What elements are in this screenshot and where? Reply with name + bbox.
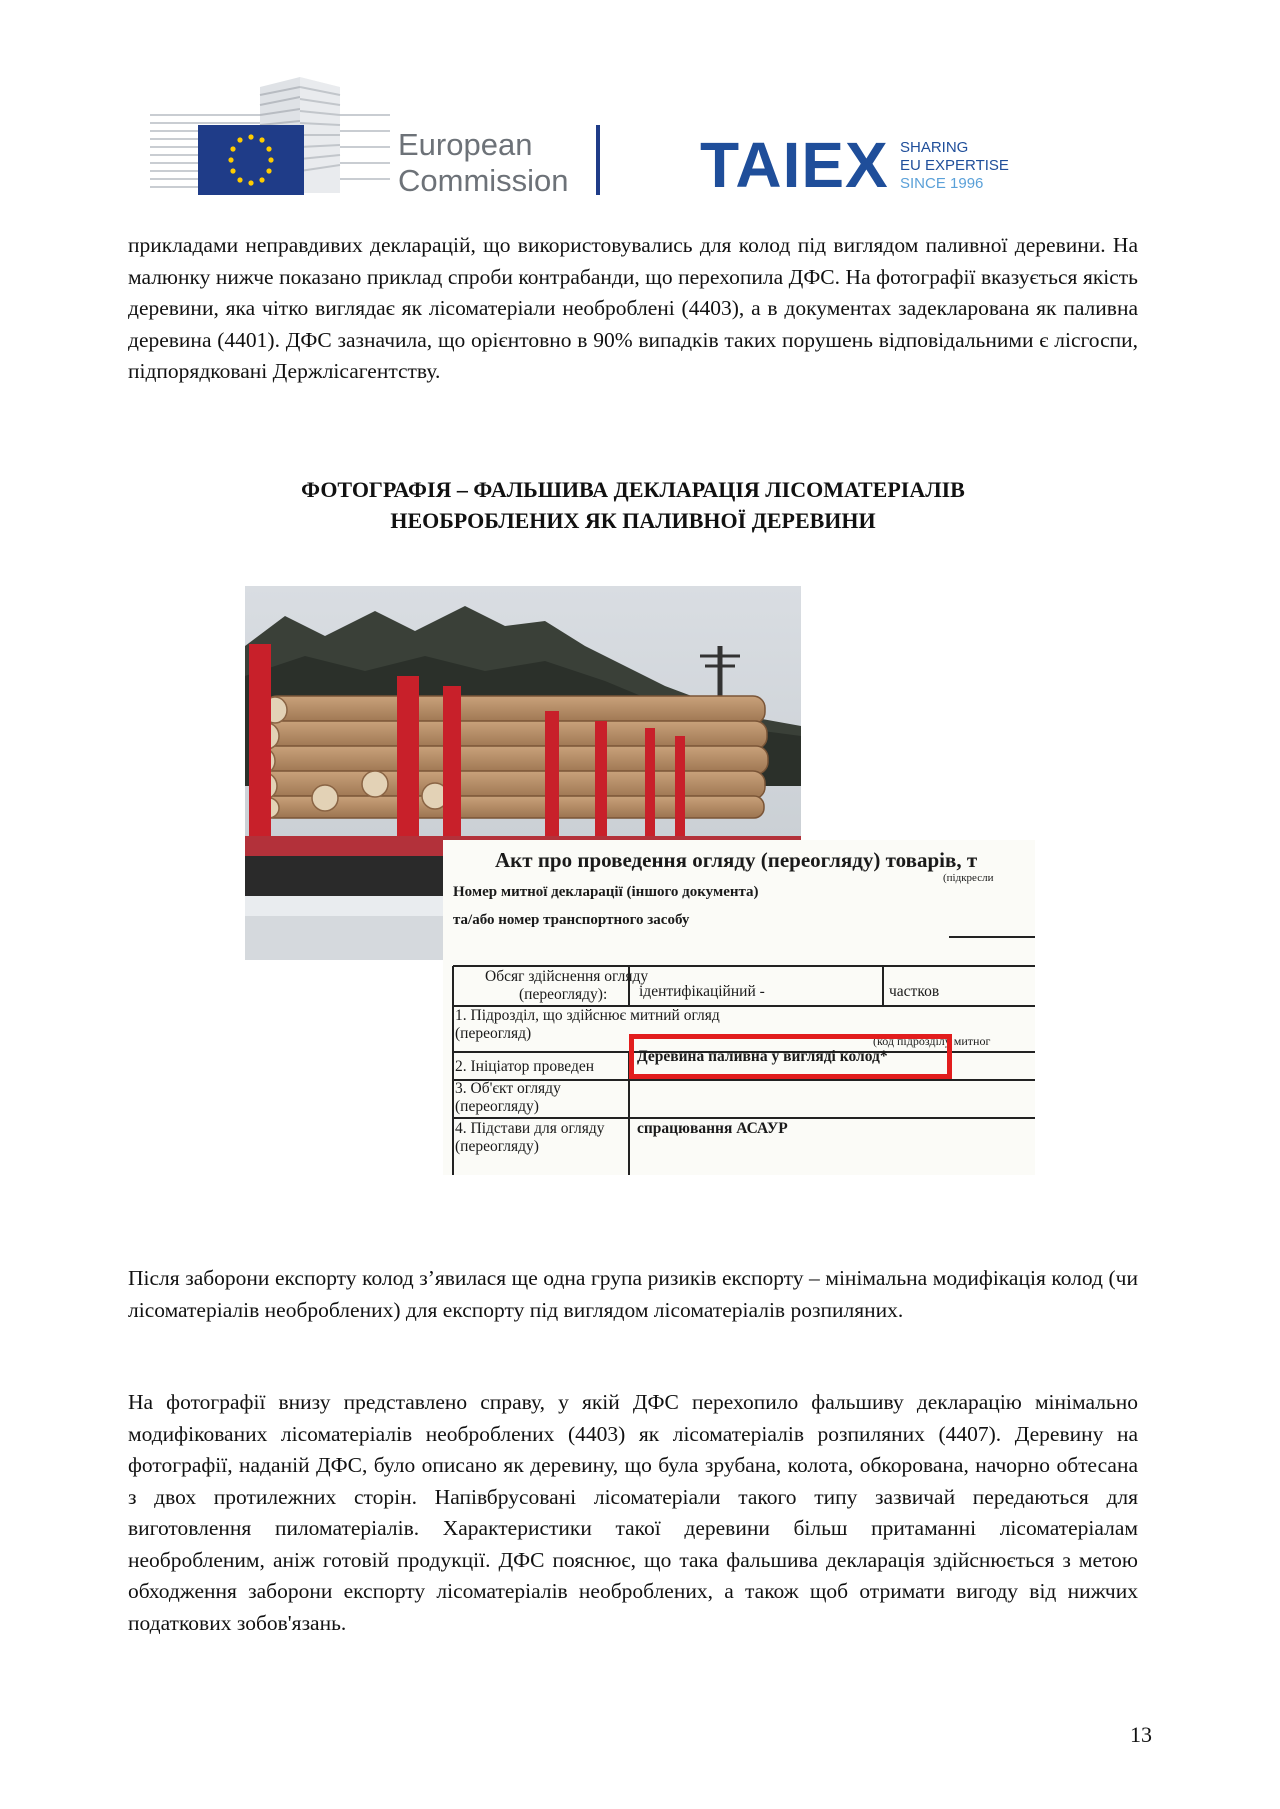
- doc-line-2: та/або номер транспортного засобу: [453, 912, 690, 928]
- caption-line2: НЕОБРОБЛЕНИХ ЯК ПАЛИВНОЇ ДЕРЕВИНИ: [390, 508, 876, 533]
- doc-line-1: Номер митної декларації (іншого документа): [453, 884, 759, 900]
- body-paragraph-3: На фотографії внизу представлено справу, у якій ДФС перехопило фальшиву декларацію мінімально модифікованих лісоматеріалів необроблених (4403) як лісоматеріалів розпиляних (4407). Деревину на фотографії, наданій ДФС, було описано як деревину, що була зрубана, колота, обкорована, начорно обтесана з двох протилежних сторін. Напівбрусовані лісоматеріали такого типу зазвичай передаються для виготовлення пиломатеріалів. Характеристики такої деревини більш притаманні лісоматеріалам необробленим, аніж готовій продукції. ДФС пояснює, що така фальшива декларація здійснюється з метою обходження заборони експорту лісоматеріалів необроблених, а також щоб отримати вигоду від нижчих податкових зобов'язань.: [128, 1390, 1138, 1635]
- row2-label: 2. Ініціатор проведен: [455, 1058, 595, 1075]
- highlight-box: [629, 1034, 952, 1079]
- doc-title: Акт про проведення огляду (переогляду) товарів, т: [495, 848, 978, 872]
- taiex-tagline: [900, 139, 1009, 193]
- page-header: [150, 75, 1030, 200]
- figure-caption: [128, 474, 1138, 536]
- row4-value: спрацювання АСАУР: [637, 1120, 788, 1137]
- contraband-figure: [245, 586, 1035, 1176]
- ec-name-line1: European: [398, 127, 533, 162]
- table-head-col3: частков: [889, 983, 940, 1000]
- row4-label-b: (переогляду): [455, 1138, 539, 1155]
- row3-label-a: 3. Об'єкт огляду: [455, 1080, 561, 1097]
- row1-note: (код підрозділу митног: [873, 1034, 991, 1048]
- taiex-tag-line2: EU EXPERTISE: [900, 157, 1009, 174]
- table-head-col2: ідентифікаційний -: [639, 983, 765, 1000]
- ec-name-line2: Commission: [398, 163, 569, 198]
- table-head-col1-a: Обсяг здійснення огляду: [485, 968, 649, 985]
- row1-label-b: (переогляд): [455, 1025, 532, 1042]
- body-paragraph-2: Після заборони експорту колод з’явилася ще одна група ризиків експорту – мінімальна модифікація колод (чи лісоматеріалів необроблених) для експорту під виглядом лісоматеріалів розпиляних.: [128, 1266, 1138, 1322]
- berlaymont-building-icon: [150, 75, 390, 195]
- taiex-wordmark: TAIEX: [700, 129, 889, 201]
- european-commission-wordmark: [398, 127, 569, 199]
- page-number: 13: [1130, 1722, 1152, 1747]
- logo-separator: [596, 125, 600, 195]
- row3-value: Деревина паливна у вигляді колод*: [637, 1048, 888, 1065]
- taiex-tag-line3: SINCE 1996: [900, 175, 984, 192]
- table-head-col1-b: (переогляду):: [519, 986, 608, 1003]
- customs-inspection-act-scan: [443, 840, 1035, 1175]
- taiex-tag-line1: SHARING: [900, 139, 969, 156]
- row4-label-a: 4. Підстави для огляду: [455, 1120, 605, 1137]
- row1-label-a: 1. Підрозділ, що здійснює митний огляд: [455, 1007, 720, 1024]
- caption-line1: ФОТОГРАФІЯ – ФАЛЬШИВА ДЕКЛАРАЦІЯ ЛІСОМАТЕРІАЛІВ: [301, 477, 965, 502]
- european-commission-logo: [150, 75, 600, 198]
- body-paragraph-1: прикладами неправдивих декларацій, що використовувались для колод під виглядом паливної деревини. На малюнку нижче показано приклад спроби контрабанди, що перехопила ДФС. На фотографії вказується якість деревини, яка чітко виглядає як лісоматеріали необроблені (4403), а в документах задекларована як паливна деревина (4401). ДФС зазначила, що орієнтовно в 90% випадків таких порушень відповідальними є лісгоспи, підпорядковані Держлісагентству.: [128, 233, 1138, 383]
- doc-note: (підкресли: [943, 872, 994, 884]
- row3-label-b: (переогляду): [455, 1098, 539, 1115]
